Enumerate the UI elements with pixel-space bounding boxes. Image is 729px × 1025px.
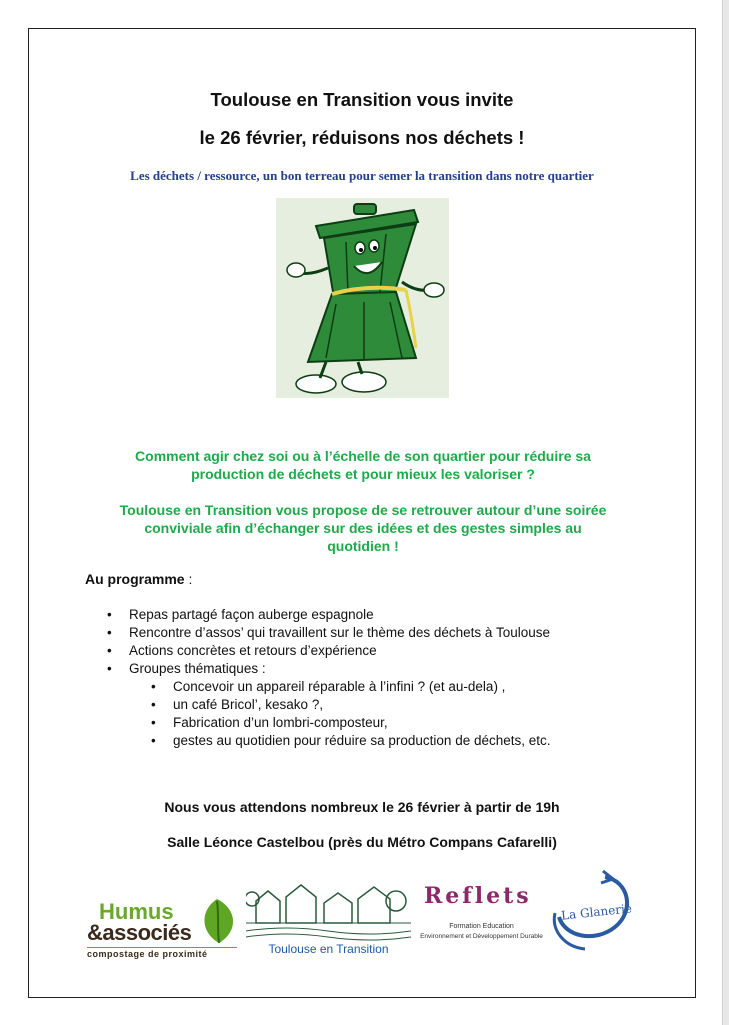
program-title: Au programme [85, 571, 185, 587]
reflets-tagline-1: Formation Education [449, 923, 514, 930]
program-heading [85, 571, 192, 587]
toulouse-en-transition-logo [246, 871, 411, 963]
title-line-2: le 26 février, réduisons nos déchets ! [199, 127, 525, 148]
closing-venue: Salle Léonce Castelbou (près du Métro Compans Cafarelli) [167, 834, 557, 850]
humus-tagline: compostage de proximité [87, 947, 237, 959]
reflets-name: Reflets [424, 883, 532, 909]
proposal-line-2: conviviale afin d’échanger sur des idées et des gestes simples au [144, 520, 582, 536]
question-line-2: production de déchets et pour mieux les valoriser ? [191, 466, 535, 482]
reflets-logo [414, 875, 549, 955]
proposal-line-1: Toulouse en Transition vous propose de se retrouver autour d’une soirée [119, 502, 607, 518]
list-item: • Fabrication d’un lombri-composteur, [149, 714, 551, 732]
thematic-list [129, 678, 551, 750]
village-illustration-icon [246, 871, 411, 941]
list-item-label: Groupes thématiques : [129, 661, 266, 676]
proposal-line-3: quotidien ! [327, 538, 399, 554]
flyer-page [28, 28, 696, 998]
question-line-1: Comment agir chez soi ou à l’échelle de son quartier pour réduire sa [135, 448, 591, 464]
title-line-1: Toulouse en Transition vous invite [210, 89, 514, 110]
la-glanerie-logo [545, 867, 641, 957]
humus-line-2: &associés [87, 920, 192, 945]
subtitle: Les déchets / ressource, un bon terreau pour semer la transition dans notre quartier [130, 168, 594, 183]
glanerie-name: La Glanerie [560, 901, 633, 923]
leaf-icon [197, 897, 241, 945]
humus-line-1: Humus [99, 899, 174, 924]
humus-logo [85, 895, 245, 965]
program-list [105, 606, 551, 750]
list-item: • Concevoir un appareil réparable à l’infini ? (et au-dela) , [149, 678, 551, 696]
list-item: • Rencontre d’assos’ qui travaillent sur le thème des déchets à Toulouse [105, 624, 551, 642]
tet-caption: Toulouse en Transition [268, 942, 389, 956]
reflets-tagline-2: Environnement et Développement Durable [420, 933, 543, 940]
list-item: • Repas partagé façon auberge espagnole [105, 606, 551, 624]
vertical-scrollbar[interactable] [722, 0, 729, 1025]
list-item: • gestes au quotidien pour réduire sa production de déchets, etc. [149, 732, 551, 750]
list-item: • Actions concrètes et retours d’expérience [105, 642, 551, 660]
question-paragraph [69, 447, 657, 483]
list-item-groups [105, 660, 551, 750]
trash-bin-mascot-icon [276, 198, 449, 398]
list-item: • un café Bricol’, kesako ?, [149, 696, 551, 714]
proposal-paragraph [69, 501, 657, 555]
closing-date: Nous vous attendons nombreux le 26 février à partir de 19h [164, 799, 560, 815]
program-colon: : [184, 571, 193, 587]
